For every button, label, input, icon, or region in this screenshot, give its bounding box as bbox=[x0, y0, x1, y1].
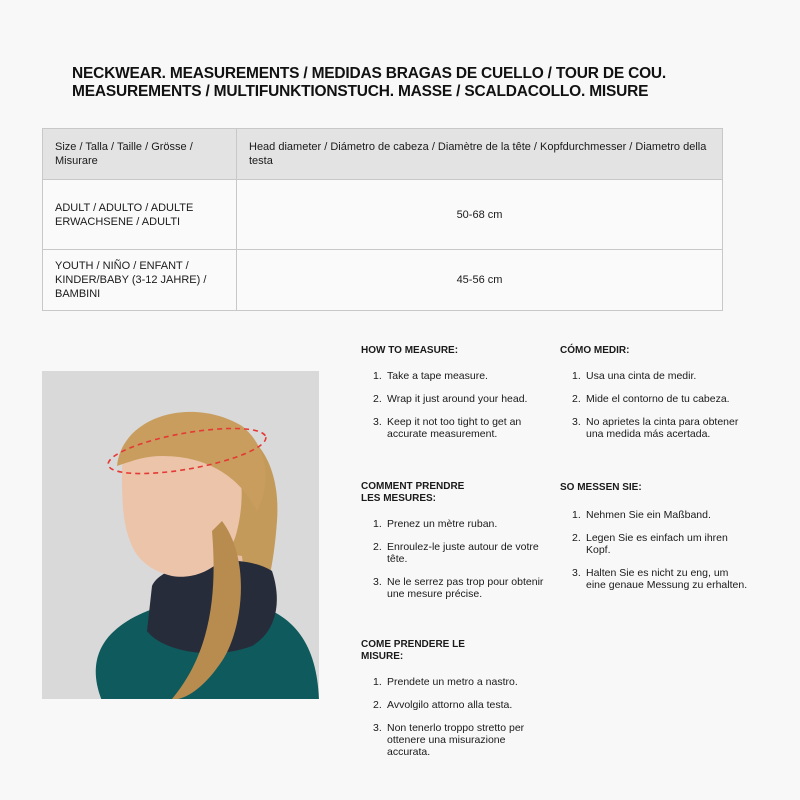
list-item: 2. Wrap it just around your head. bbox=[373, 393, 528, 405]
list-item: 2. Enroulez-le juste autour de votre tête. bbox=[373, 541, 539, 565]
list-item: 1. Usa una cinta de medir. bbox=[572, 370, 697, 382]
diameter-cell: 50-68 cm bbox=[237, 180, 723, 250]
section-german bbox=[560, 482, 750, 602]
list-item: 2. Mide el contorno de tu cabeza. bbox=[572, 393, 730, 405]
size-cell: ADULT / ADULTO / ADULTE ERWACHSENE / ADULTI bbox=[43, 180, 237, 250]
list-item: 1. Take a tape measure. bbox=[373, 370, 488, 382]
table-row bbox=[43, 250, 723, 311]
list-item: 3. Keep it not too tight to get an accurate measurement. bbox=[373, 416, 522, 440]
section-french bbox=[361, 481, 551, 611]
model-photo bbox=[42, 371, 319, 699]
size-table bbox=[42, 128, 723, 311]
list-item: 1. Prendete un metro a nastro. bbox=[373, 676, 518, 688]
list-item: 1. Prenez un mètre ruban. bbox=[373, 518, 498, 530]
list-item: 2. Avvolgilo attorno alla testa. bbox=[373, 699, 513, 711]
section-heading: SO MESSEN SIE: bbox=[560, 482, 642, 493]
table-row bbox=[43, 180, 723, 250]
section-heading: COME PRENDERE LE MISURE: bbox=[361, 639, 465, 662]
list-item: 3. No aprietes la cinta para obtener una medida más acertada. bbox=[572, 416, 739, 440]
section-heading: COMMENT PRENDRE LES MESURES: bbox=[361, 481, 465, 504]
section-spanish bbox=[560, 345, 750, 451]
size-cell: YOUTH / NIÑO / ENFANT / KINDER/BABY (3-12 JAHRE) / BAMBINI bbox=[43, 250, 237, 311]
header-head-diameter: Head diameter / Diámetro de cabeza / Diamètre de la tête / Kopfdurchmesser / Diametro della testa bbox=[237, 129, 723, 180]
table-header-row bbox=[43, 129, 723, 180]
list-item: 3. Ne le serrez pas trop pour obtenir une mesure précise. bbox=[373, 576, 544, 600]
page-title: NECKWEAR. MEASUREMENTS / MEDIDAS BRAGAS DE CUELLO / TOUR DE COU. MEASUREMENTS / MULTIFUNKTIONSTUCH. MASSE / SCALDACOLLO. MISURE bbox=[72, 65, 667, 100]
section-heading: CÓMO MEDIR: bbox=[560, 345, 630, 356]
list-item: 3. Halten Sie es nicht zu eng, um eine genaue Messung zu erhalten. bbox=[572, 567, 748, 591]
list-item: 3. Non tenerlo troppo stretto per ottenere una misurazione accurata. bbox=[373, 722, 525, 758]
section-english bbox=[361, 345, 551, 451]
section-italian bbox=[361, 639, 551, 769]
header-size: Size / Talla / Taille / Grösse / Misurare bbox=[43, 129, 237, 180]
section-heading: HOW TO MEASURE: bbox=[361, 345, 459, 356]
diameter-cell: 45-56 cm bbox=[237, 250, 723, 311]
woman-wearing-neck-gaiter-photo bbox=[42, 371, 319, 699]
list-item: 2. Legen Sie es einfach um ihren Kopf. bbox=[572, 532, 728, 556]
list-item: 1. Nehmen Sie ein Maßband. bbox=[572, 509, 711, 521]
